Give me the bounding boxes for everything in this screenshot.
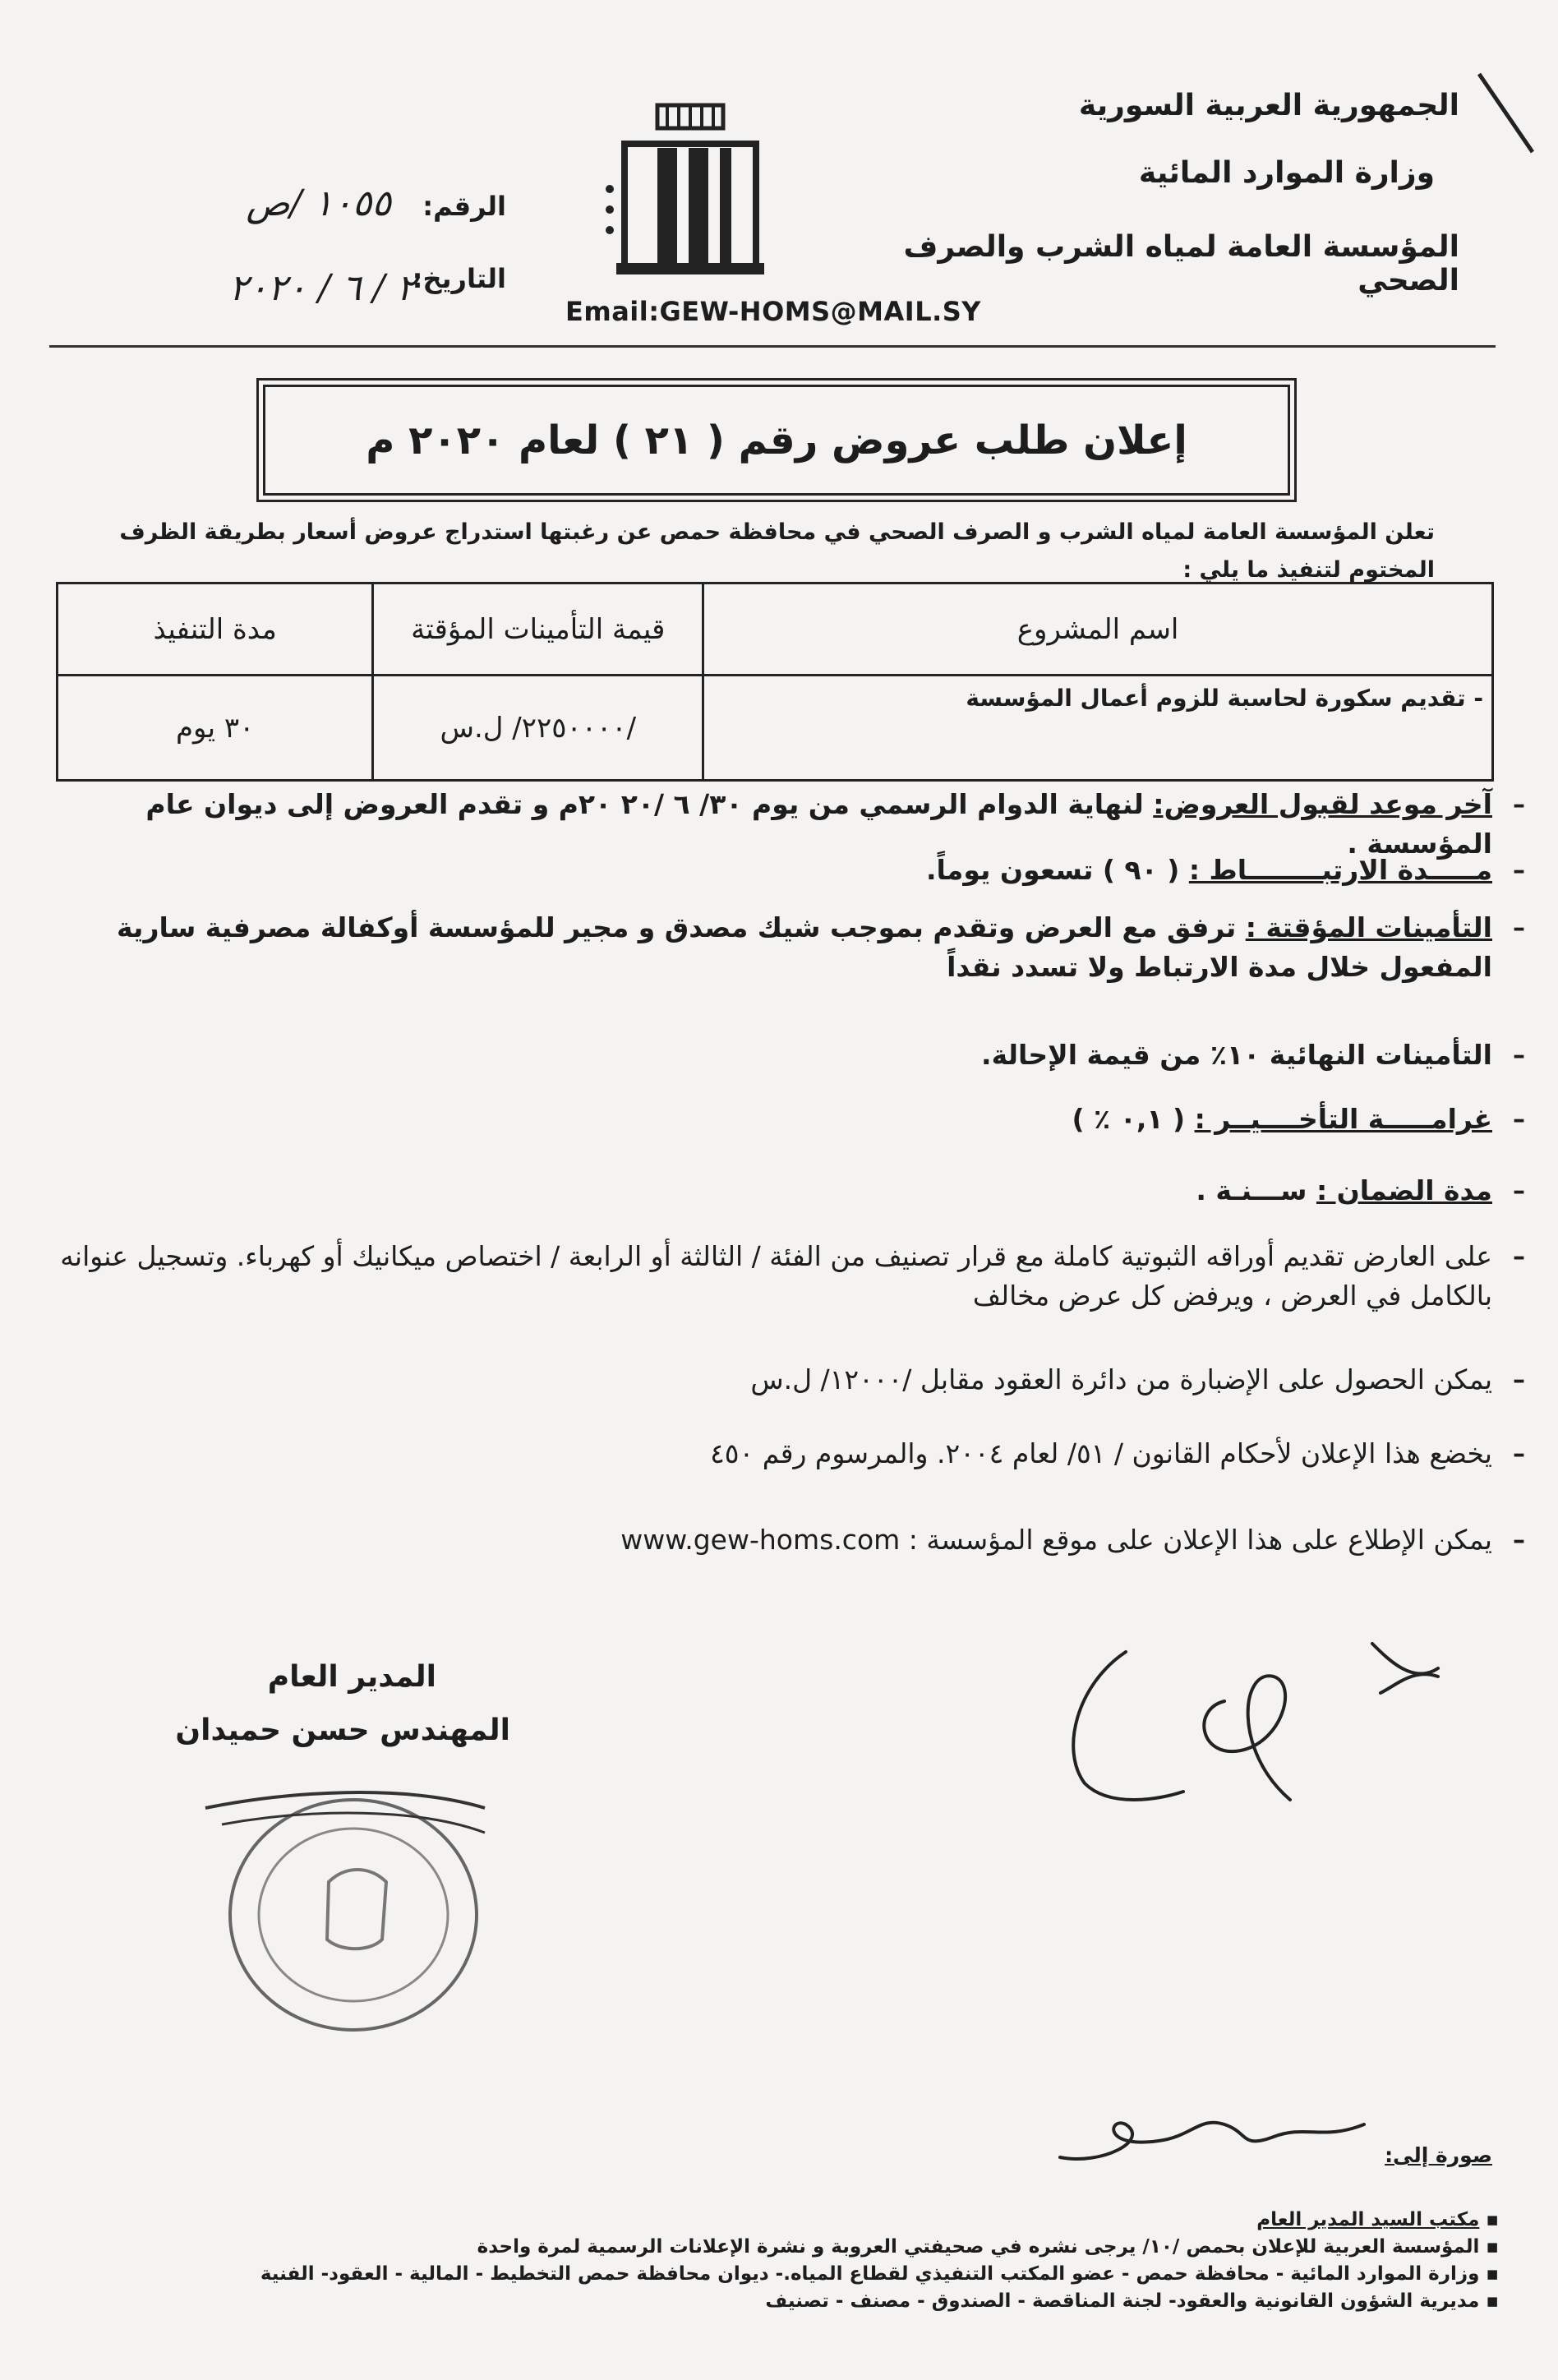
copy-signature — [1052, 2092, 1397, 2174]
list-item — [79, 1520, 1492, 1560]
list-item: ▪ المؤسسة العربية للإعلان بحمص /١٠/ يرجى نشره في صحيفتي العروبة و نشرة الإعلانات الرسمية لمرة واحدة — [477, 2236, 1499, 2258]
item-label: غرامـــــة التأخــــيــر : — [1194, 1103, 1492, 1135]
item-text: يمكن الحصول على الإضبارة من دائرة العقود مقابل /١٢٠٠٠/ ل.س — [750, 1363, 1492, 1395]
list-item — [38, 1237, 1492, 1316]
project-table — [56, 582, 1494, 779]
signatory-title: المدير العام — [267, 1660, 436, 1694]
header-country: الجمهورية العربية السورية — [1078, 89, 1459, 122]
list-item — [79, 851, 1492, 890]
item-label: آخر موعد لقبول العروض: — [1153, 788, 1492, 820]
list-item — [79, 1360, 1492, 1400]
number-label: الرقم: — [422, 191, 506, 222]
list-item — [79, 1434, 1492, 1474]
table-cell-insurance: /٢٢٥٠٠٠٠/ ل.س — [373, 676, 703, 781]
item-label: مدة الضمان : — [1316, 1174, 1492, 1206]
dash: – — [1513, 1440, 1525, 1469]
copy-line: مكتب السيد المدير العام — [1256, 2209, 1480, 2230]
header-ministry: وزارة الموارد المائية — [1138, 156, 1435, 190]
list-item: ▪ مكتب السيد المدير العام — [1256, 2209, 1499, 2230]
official-stamp-icon — [189, 1775, 518, 2046]
intro-text: تعلن المؤسسة العامة لمياه الشرب و الصرف الصحي في محافظة حمص عن رغبتها استدراج عروض أسعار بطريقة الظرف المختوم لتنفيذ ما يلي : — [119, 519, 1435, 583]
corner-stroke — [1475, 70, 1541, 160]
item-text: التأمينات النهائية ١٠٪ من قيمة الإحالة. — [981, 1039, 1492, 1071]
list-item — [79, 1171, 1492, 1211]
dash: – — [1513, 856, 1525, 885]
dash: – — [1513, 791, 1525, 819]
table-header-insurance: قيمة التأمينات المؤقتة — [373, 583, 703, 676]
dash: – — [1513, 1041, 1525, 1070]
item-text: ترفق مع العرض وتقدم بموجب شيك مصدق و مجير للمؤسسة أوكفالة مصرفية سارية المفعول خلال مدة الارتباط ولا تسدد نقداً — [117, 911, 1492, 983]
header-divider — [49, 345, 1496, 348]
dash: – — [1513, 914, 1525, 943]
institution-logo-icon — [600, 99, 797, 288]
table-cell-duration: ٣٠ يوم — [58, 676, 373, 781]
table-cell-project: - تقديم سكورة لحاسبة للزوم أعمال المؤسسة — [703, 676, 1493, 781]
table-header-project: اسم المشروع — [703, 583, 1493, 676]
dash: – — [1513, 1105, 1525, 1134]
list-item: ▪ مديرية الشؤون القانونية والعقود- لجنة المناقصة - الصندوق - مصنف - تصنيف — [765, 2290, 1499, 2312]
item-text: على العارض تقديم أوراقه الثبوتية كاملة مع قرار تصنيف من الفئة / الثالثة أو الرابعة / اختصاص ميكانيك أو كهرباء. وتسجيل عنوانه بالكامل في العرض ، ويرفض كل عرض مخالف — [60, 1240, 1492, 1312]
copies-label: صورة إلى: — [1385, 2143, 1492, 2167]
list-item — [79, 1035, 1492, 1075]
dash: – — [1513, 1366, 1525, 1395]
item-text: يخضع هذا الإعلان لأحكام القانون / ٥١/ لعام ٢٠٠٤. والمرسوم رقم ٤٥٠ — [710, 1437, 1492, 1469]
list-item: ▪ وزارة الموارد المائية - محافظة حمص - عضو المكتب التنفيذي لقطاع المياه.- ديوان محافظة حمص التخطيط - المالية - العقود- الفنية — [260, 2263, 1499, 2285]
item-label: التأمينات المؤقتة : — [1245, 911, 1492, 943]
item-text: لنهاية الدوام الرسمي من يوم ٣٠/ ٦ /٢٠ ٢٠م و تقدم العروض إلى ديوان عام المؤسسة . — [145, 788, 1492, 860]
list-item — [38, 908, 1492, 987]
header-institution: المؤسسة العامة لمياه الشرب والصرف الصحي — [903, 230, 1459, 298]
item-text: ســـنـة . — [1196, 1174, 1316, 1206]
dash: – — [1513, 1526, 1525, 1555]
header-email: Email:GEW-HOMS@MAIL.SY — [565, 296, 981, 327]
copies-list — [102, 2207, 1499, 2315]
copy-line: المؤسسة العربية للإعلان بحمص /١٠/ يرجى نشره في صحيفتي العروبة و نشرة الإعلانات الرسمية لمرة واحدة — [477, 2236, 1480, 2258]
date-label: التاريخ: — [412, 263, 506, 294]
copy-line: وزارة الموارد المائية - محافظة حمص - عضو المكتب التنفيذي لقطاع المياه.- ديوان محافظة حمص التخطيط - المالية - العقود- الفنية — [260, 2263, 1480, 2285]
list-item — [79, 1100, 1492, 1139]
number-value: ١٠٥٥ /ص — [246, 182, 391, 224]
item-text: ( ٠,١ ٪ ) — [1072, 1103, 1195, 1135]
title-box — [256, 378, 1297, 502]
director-signature — [1027, 1635, 1454, 1824]
item-text: ( ٩٠ ) تسعون يوماً. — [926, 854, 1189, 886]
item-label: مـــــدة الارتبــــــــاط : — [1188, 854, 1492, 886]
table-row — [58, 676, 1493, 781]
signatory-name: المهندس حسن حميدان — [175, 1714, 510, 1747]
date-value: ٢ / ٦ / ٢٠٢٠ — [228, 267, 416, 309]
dash: – — [1513, 1177, 1525, 1206]
dash: – — [1513, 1243, 1525, 1271]
copy-line: مديرية الشؤون القانونية والعقود- لجنة المناقصة - الصندوق - مصنف - تصنيف — [765, 2290, 1480, 2312]
table-header-duration: مدة التنفيذ — [58, 583, 373, 676]
item-text: يمكن الإطلاع على هذا الإعلان على موقع المؤسسة : www.gew-homs.com — [620, 1524, 1492, 1556]
announcement-title: إعلان طلب عروض رقم ( ٢١ ) لعام ٢٠٢٠ م — [366, 417, 1187, 464]
